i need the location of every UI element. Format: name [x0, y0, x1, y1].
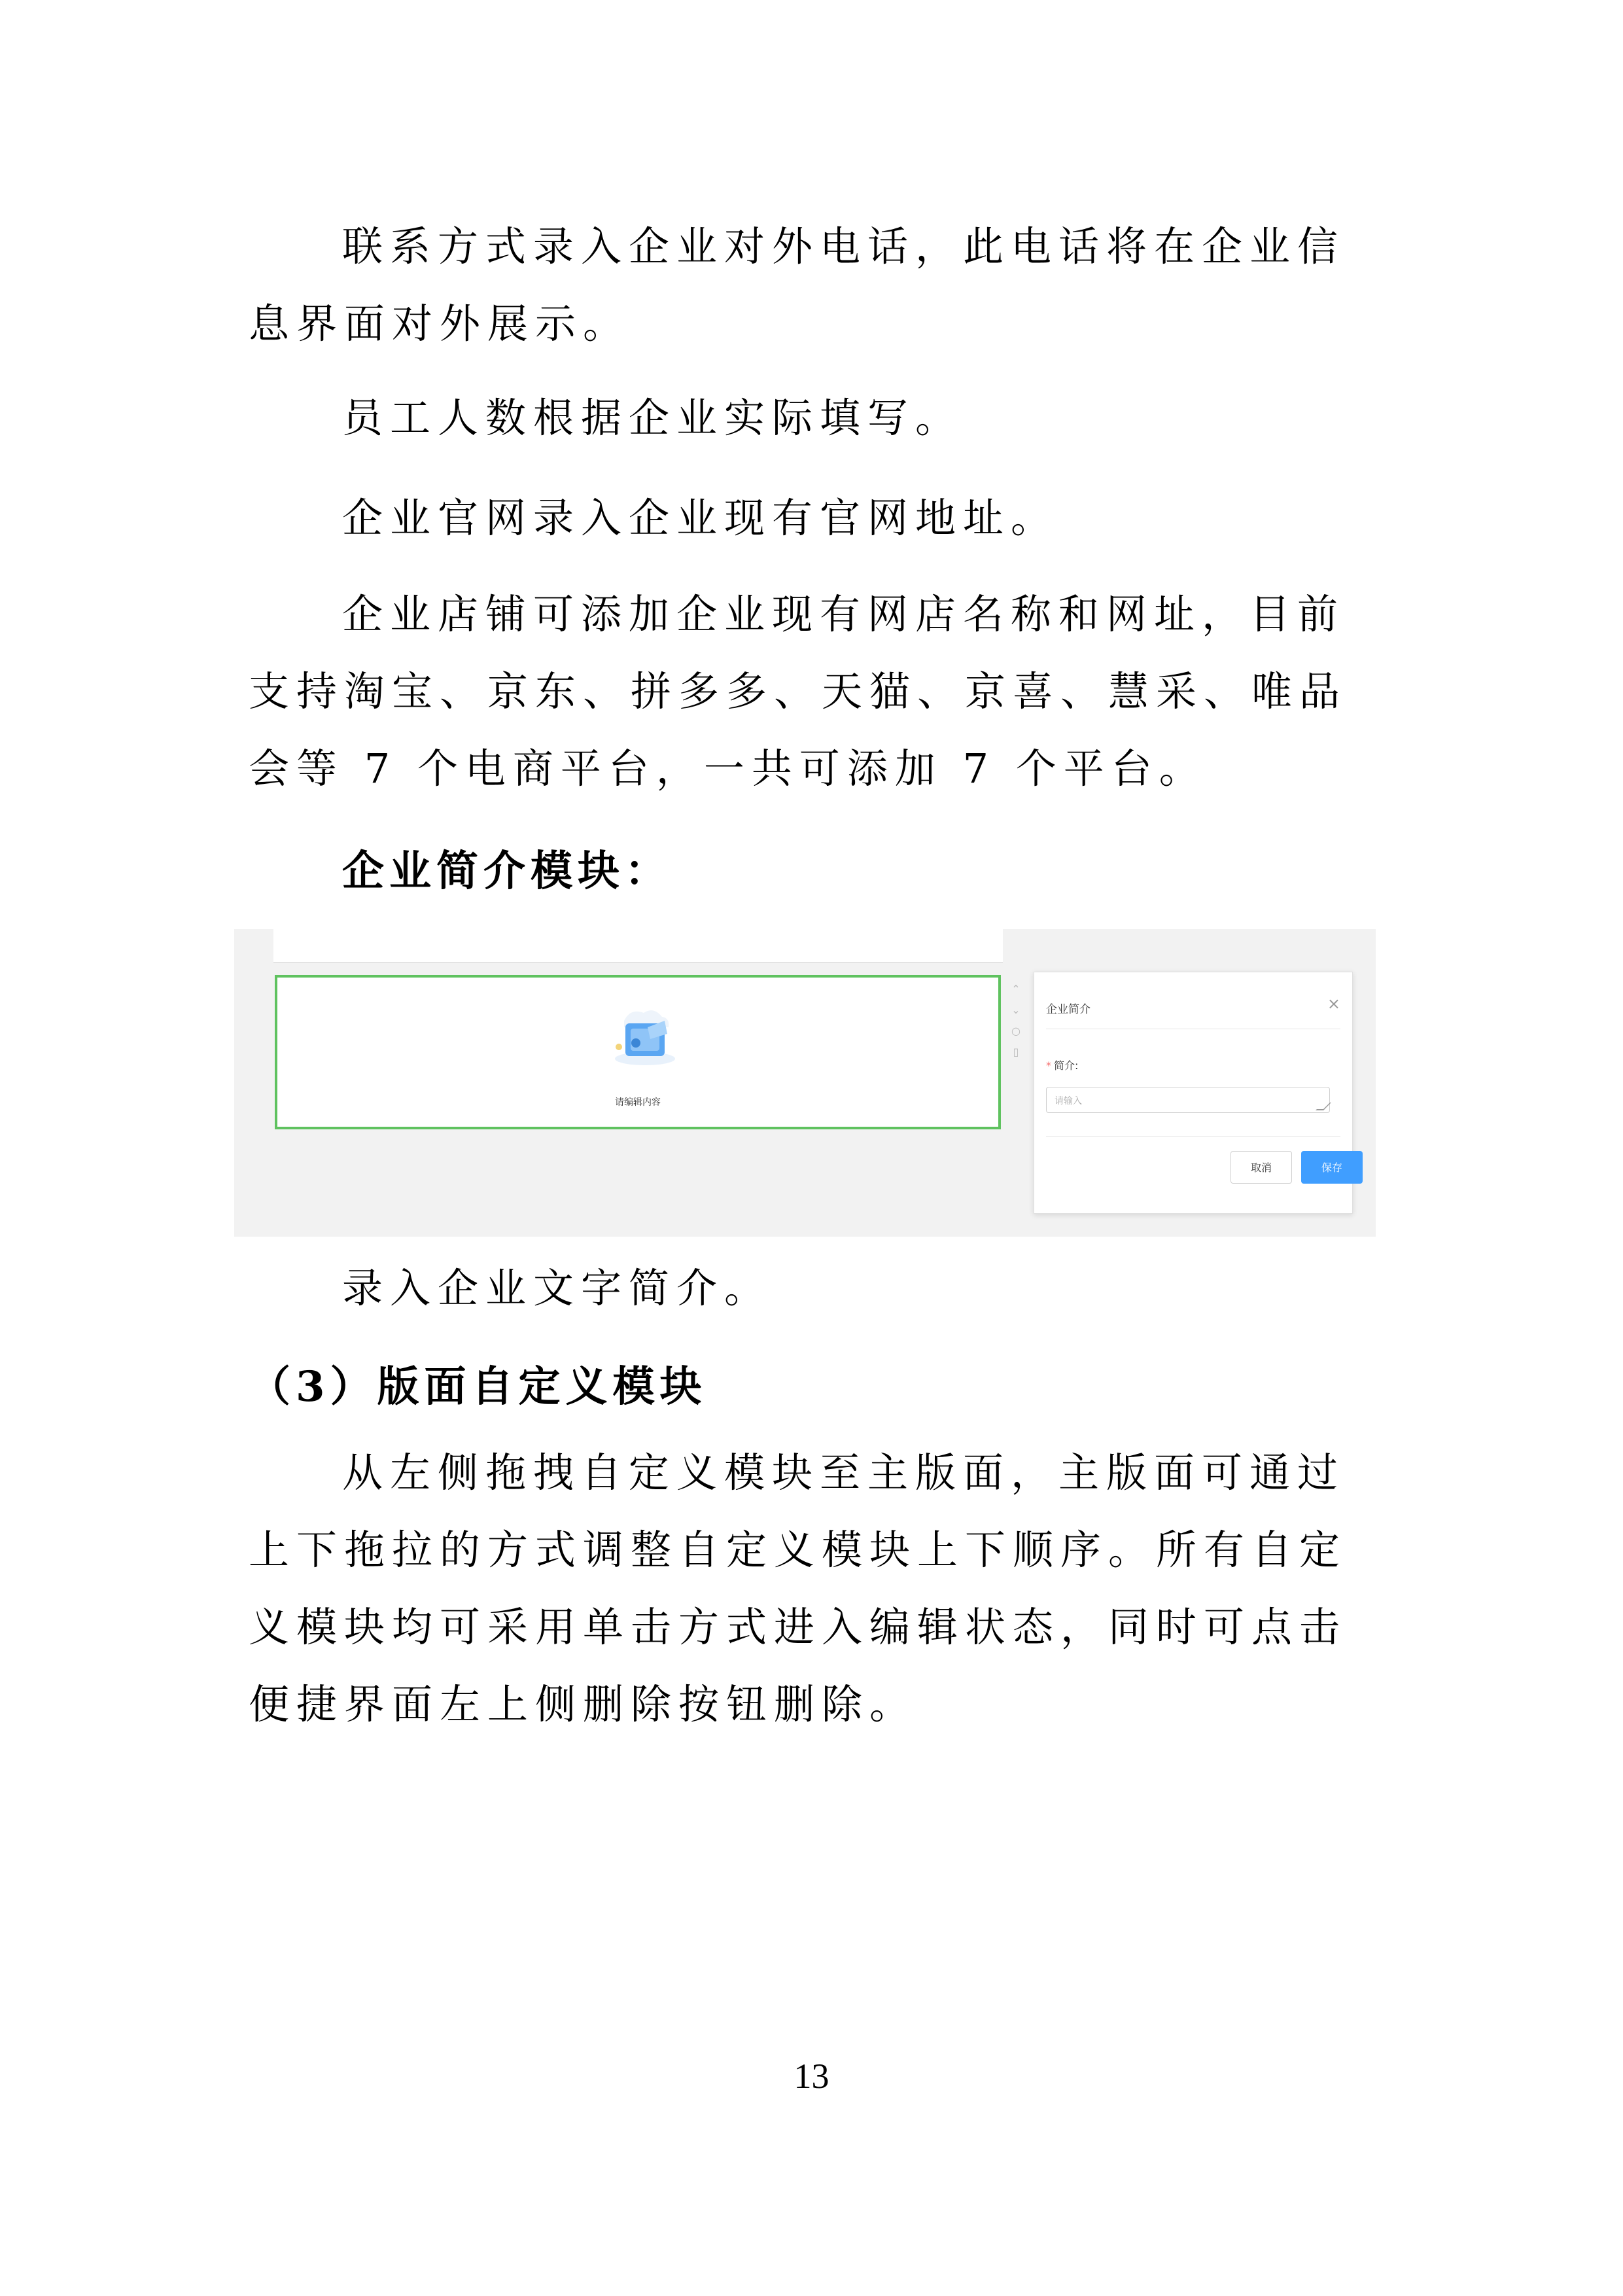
required-mark-icon: * [1046, 1059, 1051, 1072]
intro-module-card[interactable] [275, 975, 1001, 1129]
dialog-title: 企业简介 [1046, 1003, 1091, 1016]
paragraph-shops: 企业店铺可添加企业现有网店名称和网址，目前支持淘宝、京东、拼多多、天猫、京喜、慧采、唯品会等 7 个电商平台，一共可添加 7 个平台。 [249, 590, 1348, 792]
side-toolbar [1006, 975, 1026, 1080]
intro-textarea-placeholder: 请输入 [1055, 1096, 1082, 1106]
paragraph-custom-layout: 从左侧拖拽自定义模块至主版面，主版面可通过上下拖拉的方式调整自定义模块上下顺序。所有自定义模块均可采用单击方式进入编辑状态，同时可点击便捷界面左上侧删除按钮删除。 [249, 1449, 1348, 1728]
intro-textarea[interactable] [1046, 1087, 1330, 1113]
placeholder-text: 请编辑内容 [615, 1097, 661, 1108]
delete-icon[interactable]: ▯ [1013, 1046, 1019, 1058]
dialog-divider-bottom [1046, 1136, 1340, 1137]
arrow-down-icon[interactable]: ⌄ [1011, 1004, 1021, 1016]
intro-field-label [1046, 1057, 1078, 1072]
page-number: 13 [794, 2057, 829, 2096]
paragraph-intro-caption: 录入企业文字简介。 [342, 1264, 773, 1312]
save-button[interactable]: 保存 [1301, 1151, 1363, 1184]
canvas-top-strip [273, 929, 1003, 963]
paragraph-contact: 联系方式录入企业对外电话，此电话将在企业信息界面对外展示。 [249, 222, 1346, 347]
intro-field-label-text: 简介: [1054, 1059, 1079, 1072]
close-icon[interactable]: × [1327, 995, 1340, 1013]
screenshot-figure [234, 929, 1376, 1237]
heading-intro-module: 企业简介模块： [342, 847, 672, 896]
paragraph-website: 企业官网录入企业现有官网地址。 [342, 494, 1059, 542]
copy-icon[interactable]: ○ [1011, 1025, 1021, 1037]
empty-content-illustration-icon [604, 1001, 683, 1073]
arrow-up-icon[interactable]: ⌃ [1011, 983, 1021, 995]
cancel-button[interactable]: 取消 [1230, 1151, 1292, 1184]
paragraph-employees: 员工人数根据企业实际填写。 [342, 394, 964, 442]
resize-handle-icon[interactable] [1316, 1103, 1331, 1110]
intro-edit-dialog [1034, 972, 1353, 1214]
heading-section-3: （3）版面自定义模块 [249, 1362, 707, 1411]
